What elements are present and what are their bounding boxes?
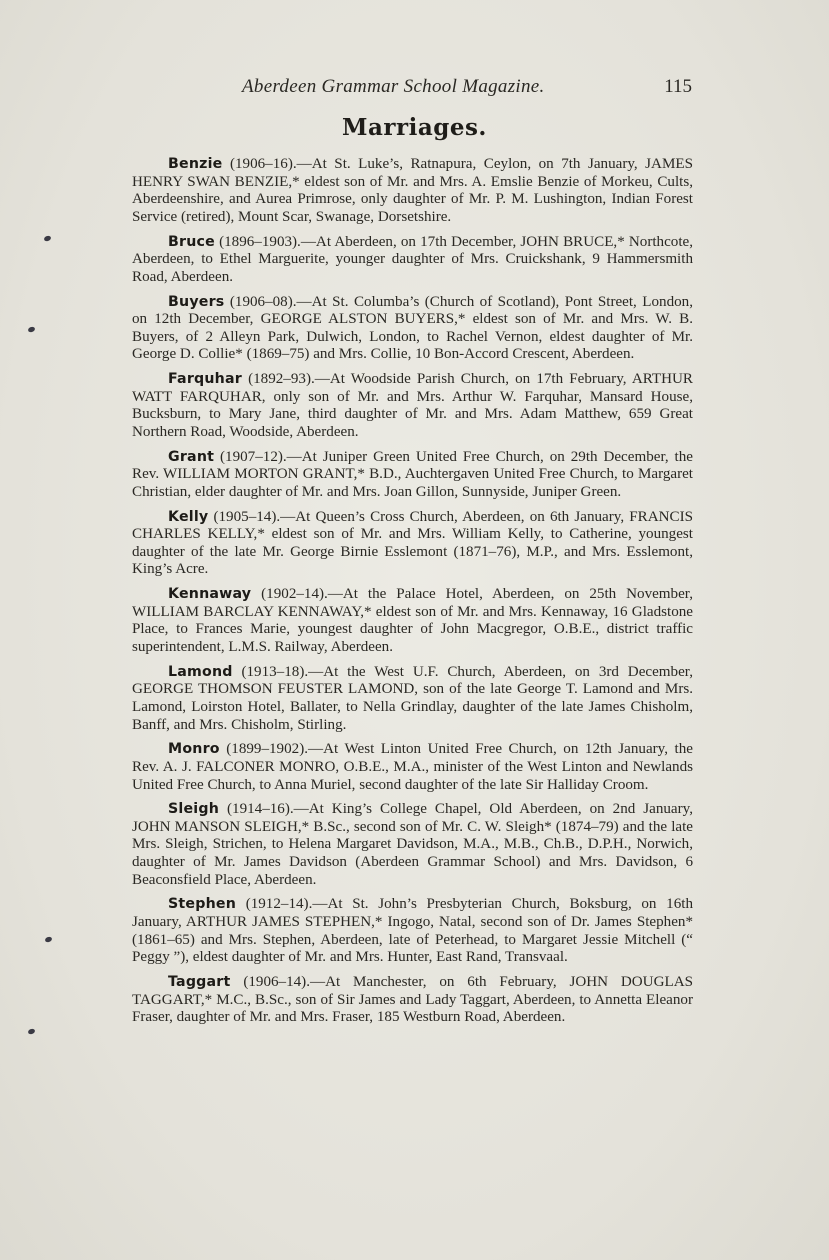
marriage-entry (132, 974, 693, 1027)
magazine-title: Aberdeen Grammar School Magazine. (242, 76, 545, 97)
entry-surname: Stephen (168, 896, 237, 913)
margin-ink-mark (44, 936, 52, 943)
page-number: 115 (664, 76, 692, 97)
marriage-entry (132, 586, 693, 656)
marriage-entry (132, 371, 693, 441)
entry-text: (1914–16).—At King’s College Chapel, Old Aberdeen, on 2nd January, JOHN MANSON SLEIGH,* B.Sc., second son of Mr. C. W. Sleigh* (1874–79) and the late Mrs. Sleigh, Strichen, to Helena Margaret Davidson, M.A., M.B., Ch.B., D.P.H., Norwich, daughter of Mr. James Davidson (Aberdeen Grammar School) and Mrs. Davidson, 6 Beaconsfield Place, Aberdeen. (132, 801, 693, 888)
entry-surname: Monro (168, 741, 220, 758)
section-title: Marriages. (342, 114, 487, 141)
entry-surname: Lamond (168, 663, 233, 680)
entry-surname: Sleigh (168, 801, 220, 818)
entry-surname: Kelly (168, 508, 209, 525)
marriage-entries (132, 156, 693, 1034)
entry-surname: Buyers (168, 293, 225, 310)
marriage-entry (132, 294, 693, 364)
running-header (132, 76, 692, 102)
entry-text: (1892–93).—At Woodside Parish Church, on 17th February, ARTHUR WATT FARQUHAR, only son of Mr. and Mrs. Arthur W. Farquhar, Mansard House, Bucksburn, to Mary Jane, third daughter of Mr. and Mrs. Adam Matthew, 659 Great Northern Road, Woodside, Aberdeen. (132, 371, 693, 440)
marriage-entry (132, 664, 693, 734)
entry-text: (1905–14).—At Queen’s Cross Church, Aberdeen, on 6th January, FRANCIS CHARLES KELLY,* eldest son of Mr. and Mrs. William Kelly, to Catherine, youngest daughter of the late Mr. George Birnie Esslemont (1871–76), M.P., and Mrs. Esslemont, King’s Acre. (132, 508, 693, 578)
marriage-entry (132, 156, 693, 226)
marriage-entry (132, 509, 693, 579)
entry-surname: Farquhar (168, 371, 242, 388)
entry-surname: Bruce (168, 233, 215, 250)
marriage-entry (132, 801, 693, 889)
entry-surname: Grant (168, 448, 215, 465)
margin-ink-mark (27, 326, 35, 333)
entry-text: (1912–14).—At St. John’s Presbyterian Church, Boksburg, on 16th January, ARTHUR JAMES STEPHEN,* Ingogo, Natal, second son of Dr. James Stephen* (1861–65) and Mrs. Stephen, Aberdeen, late of Peterhead, to Margaret Jessie Mitchell (“ Peggy ”), eldest daughter of Mr. and Mrs. Hunter, East Rand, Transvaal. (132, 896, 693, 966)
entry-text: (1907–12).—At Juniper Green United Free Church, on 29th December, the Rev. WILLIAM MORTON GRANT,* B.D., Auchtergaven United Free Church, to Margaret Christian, elder daughter of Mr. and Mrs. Joan Gillon, Sunnyside, Juniper Green. (132, 448, 693, 500)
entry-surname: Taggart (168, 974, 231, 990)
entry-text: (1896–1903).—At Aberdeen, on 17th December, JOHN BRUCE,* Northcote, Aberdeen, to Ethel Marguerite, younger daughter of Mrs. Cruickshank, 9 Hammersmith Road, Aberdeen. (132, 233, 693, 285)
entry-text: (1913–18).—At the West U.F. Church, Aberdeen, on 3rd December, GEORGE THOMSON FEUSTER LAMOND, son of the late George T. Lamond and Mrs. Lamond, Loirston Hotel, Ballater, to Nella Grindlay, daughter of the late James Chisholm, Banff, and Mrs. Chisholm, Stirling. (132, 663, 693, 733)
entry-text: (1899–1902).—At West Linton United Free Church, on 12th January, the Rev. A. J. FALCONER MONRO, O.B.E., M.A., minister of the West Linton and Newlands United Free Church, to Anna Muriel, second daughter of the late Sir Halliday Croom. (132, 741, 693, 793)
entry-surname: Benzie (168, 156, 223, 172)
entry-text: (1906–16).—At St. Luke’s, Ratnapura, Ceylon, on 7th January, JAMES HENRY SWAN BENZIE,* eldest son of Mr. and Mrs. A. Emslie Benzie of Morkeu, Cults, Aberdeenshire, and Aurea Primrose, only daughter of Mr. P. M. Lushington, Indian Forest Service (retired), Mount Scar, Swanage, Dorsetshire. (132, 156, 693, 225)
margin-ink-mark (43, 235, 51, 242)
marriage-entry (132, 741, 693, 794)
entry-text: (1906–14).—At Manchester, on 6th February, JOHN DOUGLAS TAGGART,* M.C., B.Sc., son of Sir James and Lady Taggart, Aberdeen, to Annetta Eleanor Fraser, daughter of Mr. and Mrs. Fraser, 185 Westburn Road, Aberdeen. (132, 974, 693, 1026)
marriage-entry (132, 896, 693, 966)
marriage-entry (132, 234, 693, 287)
marriage-entry (132, 449, 693, 502)
entry-text: (1902–14).—At the Palace Hotel, Aberdeen, on 25th November, WILLIAM BARCLAY KENNAWAY,* eldest son of Mr. and Mrs. Kennaway, 16 Gladstone Place, to Frances Marie, youngest daughter of John Macgregor, O.B.E., district traffic superintendent, L.M.S. Railway, Aberdeen. (132, 586, 693, 655)
entry-surname: Kennaway (168, 586, 252, 603)
margin-ink-mark (27, 1028, 35, 1035)
entry-text: (1906–08).—At St. Columba’s (Church of Scotland), Pont Street, London, on 12th December, GEORGE ALSTON BUYERS,* eldest son of Mr. and Mrs. W. B. Buyers, of 2 Alleyn Park, Dulwich, London, to Rachel Vernon, eldest daughter of Mr. George D. Collie* (1869–75) and Mrs. Collie, 10 Bon-Accord Crescent, Aberdeen. (132, 293, 693, 363)
